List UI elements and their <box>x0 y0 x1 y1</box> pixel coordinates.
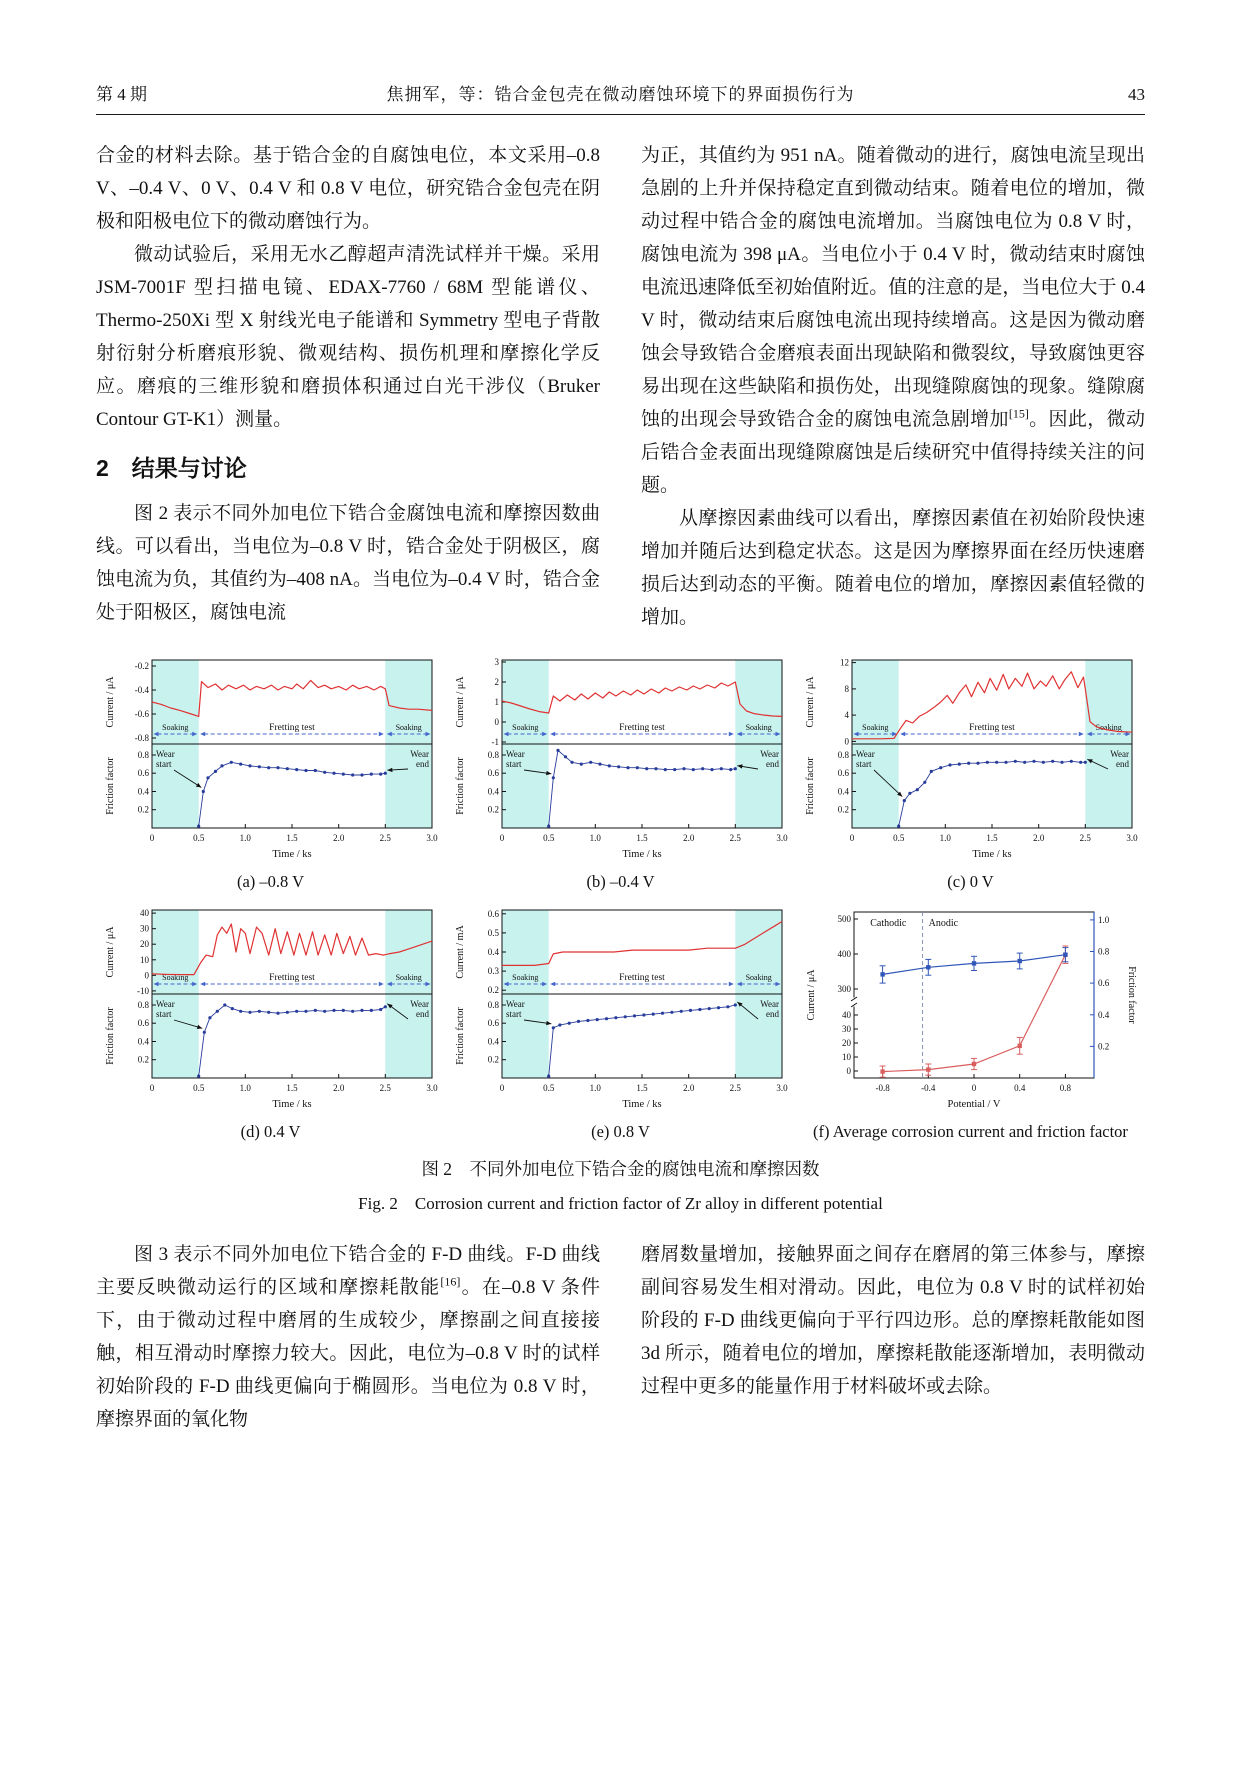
svg-text:1.0: 1.0 <box>589 1083 601 1093</box>
svg-text:Soaking: Soaking <box>395 723 422 732</box>
svg-text:Friction factor: Friction factor <box>1125 966 1137 1024</box>
svg-text:Friction factor: Friction factor <box>104 1007 116 1065</box>
svg-text:400: 400 <box>837 949 851 959</box>
svg-text:end: end <box>1115 759 1129 769</box>
svg-text:500: 500 <box>837 914 851 924</box>
svg-text:0.4: 0.4 <box>137 786 149 797</box>
svg-text:Friction factor: Friction factor <box>104 757 116 815</box>
svg-text:0.5: 0.5 <box>192 833 204 843</box>
svg-text:Current / μA: Current / μA <box>805 969 817 1021</box>
svg-text:1: 1 <box>494 697 499 707</box>
svg-text:0.8: 0.8 <box>1059 1083 1071 1093</box>
svg-text:Soaking: Soaking <box>161 973 188 982</box>
figure-2-subplot-c <box>796 656 1145 892</box>
svg-text:2.5: 2.5 <box>729 833 741 843</box>
upper-text-block <box>96 139 1145 634</box>
svg-text:1.5: 1.5 <box>285 1083 298 1093</box>
paragraph-continuation: 磨屑数量增加，接触界面之间存在磨屑的第三体参与，摩擦副间容易发生相对滑动。因此，电位为 0.8 V 时的试样初始阶段的 F-D 曲线更偏向于平行四边形。总的摩擦耗散能如图 3d 所示，随着电位的增加，摩擦耗散能逐渐增加，表明微动过程中更多的能量作用于材料破坏或去除。 <box>641 1244 1145 1397</box>
section-heading: 2 结果与讨论 <box>96 455 247 481</box>
svg-text:0.6: 0.6 <box>487 908 499 919</box>
svg-text:Cathodic: Cathodic <box>869 918 906 929</box>
svg-text:3.0: 3.0 <box>425 833 438 843</box>
svg-text:-0.2: -0.2 <box>134 661 149 671</box>
chart-d-0-4v <box>102 906 440 1120</box>
figure-2-captions <box>96 1156 1145 1214</box>
subplot-caption-d: (d) 0.4 V <box>240 1122 301 1141</box>
svg-text:0.3: 0.3 <box>487 966 499 977</box>
svg-text:10: 10 <box>841 1052 851 1062</box>
svg-text:-0.4: -0.4 <box>134 685 149 695</box>
svg-text:40: 40 <box>139 908 149 919</box>
svg-text:Wear: Wear <box>1109 749 1129 759</box>
page-number: 43 <box>1128 85 1145 104</box>
svg-text:Soaking: Soaking <box>511 973 538 982</box>
svg-text:4: 4 <box>844 710 849 721</box>
svg-text:0.6: 0.6 <box>487 768 499 779</box>
figure-caption-zh: 图 2 不同外加电位下锆合金的腐蚀电流和摩擦因数 <box>421 1159 820 1179</box>
svg-text:0.6: 0.6 <box>487 1018 499 1029</box>
svg-text:1.0: 1.0 <box>589 833 601 843</box>
lower-text-block <box>96 1238 1145 1436</box>
bottom-right-column <box>641 1238 1145 1436</box>
paragraph-friction: 从摩擦因素曲线可以看出，摩擦因素值在初始阶段快速增加并随后达到稳定状态。这是因为摩擦界面在经历快速磨损后达到动态的平衡。随着电位的增加，摩擦因素值轻微的增加。 <box>641 508 1145 628</box>
svg-text:0: 0 <box>149 1083 154 1093</box>
paragraph-text: 。因此，微动后锆合金表面出现缝隙腐蚀是后续研究中值得持续关注的问题。 <box>641 409 1145 496</box>
svg-text:2.0: 2.0 <box>682 833 694 843</box>
citation-ref-15: [15] <box>1008 406 1029 421</box>
svg-text:1.5: 1.5 <box>635 833 648 843</box>
svg-text:0: 0 <box>494 717 499 727</box>
bottom-left-column <box>96 1238 600 1436</box>
svg-text:2.0: 2.0 <box>1032 833 1044 843</box>
svg-text:2: 2 <box>494 677 499 687</box>
paragraph-text: 。在–0.8 V 条件下，由于微动过程中磨屑的生成较少，摩擦副之间直接接触，相互滑动时摩擦力较大。因此，电位为–0.8 V 时的试样初始阶段的 F-D 曲线更偏向于椭圆形。当电位为 0.8 V 时，摩擦界面的氧化物 <box>96 1277 600 1430</box>
svg-text:end: end <box>765 1009 779 1019</box>
svg-text:0.4: 0.4 <box>487 786 499 797</box>
svg-text:0: 0 <box>149 833 154 843</box>
svg-text:0.4: 0.4 <box>487 947 499 957</box>
svg-text:0.2: 0.2 <box>137 1054 149 1065</box>
svg-text:Soaking: Soaking <box>861 723 888 732</box>
svg-text:Current / μA: Current / μA <box>104 676 116 728</box>
svg-text:0: 0 <box>844 736 849 747</box>
svg-text:Friction factor: Friction factor <box>804 757 816 815</box>
svg-text:Wear: Wear <box>155 749 175 759</box>
svg-text:0.2: 0.2 <box>487 804 499 815</box>
paragraph-fd-curve <box>96 1238 600 1436</box>
svg-text:0.4: 0.4 <box>487 1036 499 1047</box>
figure-2-subplot-e <box>446 906 795 1142</box>
svg-text:Fretting test: Fretting test <box>618 973 665 983</box>
svg-text:0.8: 0.8 <box>1097 946 1109 957</box>
paragraph-methods: 微动试验后，采用无水乙醇超声清洗试样并干燥。采用 JSM-7001F 型扫描电镜、EDAX-7760 / 68M 型能谱仪、Thermo-250Xi 型 X 射线光电子能谱和 Symmetry 型电子背散射衍射分析磨痕形貌、微观结构、损伤机理和摩擦化学反应。磨痕的三维形貌和磨损体积通过白光干涉仪（Bruker Contour GT-K1）测量。 <box>96 244 600 430</box>
svg-text:Soaking: Soaking <box>1095 723 1122 732</box>
svg-text:Time / ks: Time / ks <box>271 849 312 860</box>
svg-text:0.2: 0.2 <box>1097 1041 1109 1052</box>
svg-text:Fretting test: Fretting test <box>268 973 315 983</box>
svg-text:Time / ks: Time / ks <box>271 1099 312 1110</box>
svg-text:1.0: 1.0 <box>1097 914 1109 925</box>
subplot-caption-e: (e) 0.8 V <box>591 1122 650 1141</box>
svg-text:Current / μA: Current / μA <box>454 676 466 728</box>
svg-text:0.6: 0.6 <box>837 768 849 779</box>
chart-f-average-current-friction <box>802 906 1140 1120</box>
svg-text:-1: -1 <box>491 737 499 747</box>
svg-text:Current / μA: Current / μA <box>804 676 816 728</box>
svg-text:30: 30 <box>139 923 149 934</box>
figure-2-subplot-a <box>96 656 445 892</box>
svg-text:0.8: 0.8 <box>487 750 499 760</box>
svg-text:-0.6: -0.6 <box>134 709 149 719</box>
svg-text:2.0: 2.0 <box>332 833 344 843</box>
svg-text:3.0: 3.0 <box>775 1083 788 1093</box>
svg-text:Wear: Wear <box>759 749 779 759</box>
svg-text:Fretting test: Fretting test <box>968 723 1015 733</box>
svg-text:12: 12 <box>839 657 849 668</box>
svg-text:Friction factor: Friction factor <box>454 757 466 815</box>
svg-text:1.0: 1.0 <box>239 833 251 843</box>
figure-2-subplot-f <box>796 906 1145 1142</box>
svg-text:Wear: Wear <box>409 749 429 759</box>
svg-text:Wear: Wear <box>409 999 429 1009</box>
figure-2-grid <box>96 656 1145 1142</box>
svg-text:2.0: 2.0 <box>682 1083 694 1093</box>
svg-text:Current / μA: Current / μA <box>104 926 116 978</box>
svg-text:0.6: 0.6 <box>1097 978 1109 989</box>
svg-text:0.6: 0.6 <box>137 768 149 779</box>
paragraph-continuation <box>641 139 1145 502</box>
svg-text:0.4: 0.4 <box>1013 1083 1025 1093</box>
svg-text:8: 8 <box>844 683 849 694</box>
svg-text:Soaking: Soaking <box>161 723 188 732</box>
svg-text:start: start <box>155 1009 171 1019</box>
svg-text:-0.8: -0.8 <box>874 1083 890 1093</box>
svg-text:40: 40 <box>841 1010 851 1020</box>
right-column <box>641 139 1145 634</box>
svg-text:1.5: 1.5 <box>985 833 998 843</box>
svg-text:Fretting test: Fretting test <box>268 723 315 733</box>
figure-caption-en: Fig. 2 Corrosion current and friction factor of Zr alloy in different potential <box>358 1194 883 1213</box>
svg-text:0.5: 0.5 <box>542 1083 554 1093</box>
chart-e-0-8v <box>452 906 790 1120</box>
svg-text:0.4: 0.4 <box>137 1036 149 1047</box>
svg-text:0.8: 0.8 <box>837 750 849 760</box>
svg-text:3.0: 3.0 <box>775 833 788 843</box>
svg-text:Wear: Wear <box>155 999 175 1009</box>
svg-text:10: 10 <box>139 954 149 965</box>
svg-text:3: 3 <box>494 657 499 667</box>
svg-text:0.5: 0.5 <box>892 833 904 843</box>
svg-text:start: start <box>855 759 871 769</box>
citation-ref-16: [16] <box>440 1274 461 1289</box>
svg-text:0: 0 <box>849 833 854 843</box>
svg-text:20: 20 <box>139 939 149 950</box>
figure-2-subplot-b <box>446 656 795 892</box>
svg-text:Time / ks: Time / ks <box>971 849 1012 860</box>
svg-text:Potential / V: Potential / V <box>947 1099 1000 1110</box>
svg-text:2.0: 2.0 <box>332 1083 344 1093</box>
svg-text:0.4: 0.4 <box>837 786 849 797</box>
svg-text:end: end <box>415 759 429 769</box>
svg-text:Soaking: Soaking <box>511 723 538 732</box>
svg-text:Current / mA: Current / mA <box>454 925 466 979</box>
svg-text:1.0: 1.0 <box>239 1083 251 1093</box>
chart-a-minus-0-8v <box>102 656 440 870</box>
svg-text:Wear: Wear <box>505 749 525 759</box>
svg-text:-10: -10 <box>136 985 149 996</box>
svg-text:Fretting test: Fretting test <box>618 723 665 733</box>
svg-text:0.8: 0.8 <box>487 1000 499 1010</box>
svg-text:300: 300 <box>837 984 851 994</box>
svg-text:Wear: Wear <box>759 999 779 1009</box>
svg-text:1.5: 1.5 <box>285 833 298 843</box>
subplot-caption-f: (f) Average corrosion current and friction factor <box>813 1122 1128 1141</box>
chart-b-minus-0-4v <box>452 656 790 870</box>
svg-text:Time / ks: Time / ks <box>621 1099 662 1110</box>
svg-text:Wear: Wear <box>855 749 875 759</box>
svg-text:0.2: 0.2 <box>487 985 499 996</box>
svg-text:0: 0 <box>499 1083 504 1093</box>
svg-text:0.2: 0.2 <box>137 804 149 815</box>
svg-text:start: start <box>155 759 171 769</box>
svg-text:1.5: 1.5 <box>635 1083 648 1093</box>
svg-text:Friction factor: Friction factor <box>454 1007 466 1065</box>
svg-text:end: end <box>765 759 779 769</box>
svg-text:0.2: 0.2 <box>837 804 849 815</box>
subplot-caption-c: (c) 0 V <box>947 872 994 891</box>
svg-text:Time / ks: Time / ks <box>621 849 662 860</box>
svg-text:Wear: Wear <box>505 999 525 1009</box>
svg-text:start: start <box>505 759 521 769</box>
svg-text:0.5: 0.5 <box>192 1083 204 1093</box>
svg-text:Soaking: Soaking <box>745 973 772 982</box>
svg-text:-0.8: -0.8 <box>134 733 149 743</box>
svg-text:2.5: 2.5 <box>379 833 391 843</box>
svg-text:Soaking: Soaking <box>395 973 422 982</box>
svg-text:0.8: 0.8 <box>137 750 149 760</box>
figure-2 <box>96 656 1145 1214</box>
svg-text:0.8: 0.8 <box>137 1000 149 1010</box>
svg-text:end: end <box>415 1009 429 1019</box>
svg-text:0: 0 <box>499 833 504 843</box>
svg-text:0: 0 <box>144 970 149 981</box>
svg-text:Soaking: Soaking <box>745 723 772 732</box>
svg-text:0.4: 0.4 <box>1097 1009 1109 1020</box>
subplot-caption-a: (a) –0.8 V <box>236 872 305 891</box>
svg-text:1.0: 1.0 <box>939 833 951 843</box>
issue-label: 第 4 期 <box>96 85 147 104</box>
subplot-caption-b: (b) –0.4 V <box>586 872 655 891</box>
paragraph-results-intro: 图 2 表示不同外加电位下锆合金腐蚀电流和摩擦因数曲线。可以看出，当电位为–0.8 V 时，锆合金处于阴极区，腐蚀电流为负，其值约为–408 nA。当电位为–0.4 V 时，锆合金处于阳极区，腐蚀电流 <box>96 503 600 623</box>
svg-text:2.5: 2.5 <box>1079 833 1091 843</box>
paragraph-text: 为正，其值约为 951 nA。随着微动的进行，腐蚀电流呈现出急剧的上升并保持稳定直到微动结束。随着电位的增加，微动过程中锆合金的腐蚀电流增加。当腐蚀电位为 0.8 V 时，腐蚀电流为 398 μA。当电位小于 0.4 V 时，微动结束时腐蚀电流迅速降低至初始值附近。值的注意的是，当电位大于 0.4 V 时，微动结束后腐蚀电流出现持续增高。这是因为微动磨蚀会导致锆合金磨痕表面出现缺陷和微裂纹，导致腐蚀更容易出现在这些缺陷和损伤处，出现缝隙腐蚀的现象。缝隙腐蚀的出现会导致锆合金的腐蚀电流急剧增加 <box>641 145 1145 430</box>
running-title: 焦拥军，等：锆合金包壳在微动磨蚀环境下的界面损伤行为 <box>386 85 855 104</box>
svg-text:20: 20 <box>841 1038 851 1048</box>
paragraph-continuation: 合金的材料去除。基于锆合金的自腐蚀电位，本文采用–0.8 V、–0.4 V、0 V、0.4 V 和 0.8 V 电位，研究锆合金包壳在阴极和阳极电位下的微动磨蚀行为。 <box>96 145 600 232</box>
svg-text:-0.4: -0.4 <box>920 1083 935 1093</box>
svg-text:Anodic: Anodic <box>928 918 958 929</box>
svg-text:2.5: 2.5 <box>379 1083 391 1093</box>
chart-c-0v <box>802 656 1140 870</box>
svg-text:0.6: 0.6 <box>137 1018 149 1029</box>
svg-text:0.2: 0.2 <box>487 1054 499 1065</box>
figure-2-subplot-d <box>96 906 445 1142</box>
left-column <box>96 139 600 634</box>
svg-text:0.5: 0.5 <box>487 927 499 938</box>
header-rule <box>96 114 1145 115</box>
svg-text:start: start <box>505 1009 521 1019</box>
page-header <box>96 80 1145 105</box>
svg-text:2.5: 2.5 <box>729 1083 741 1093</box>
svg-text:3.0: 3.0 <box>425 1083 438 1093</box>
svg-text:0: 0 <box>971 1083 976 1093</box>
paragraph-text: 图 3 表示不同外加电位下锆合金的 F-D 曲线。F-D 曲线主要反映微动运行的区域和摩擦耗散能 <box>96 1244 600 1298</box>
svg-text:3.0: 3.0 <box>1125 833 1138 843</box>
svg-text:30: 30 <box>841 1024 851 1034</box>
svg-text:0: 0 <box>846 1066 851 1076</box>
svg-text:0.5: 0.5 <box>542 833 554 843</box>
